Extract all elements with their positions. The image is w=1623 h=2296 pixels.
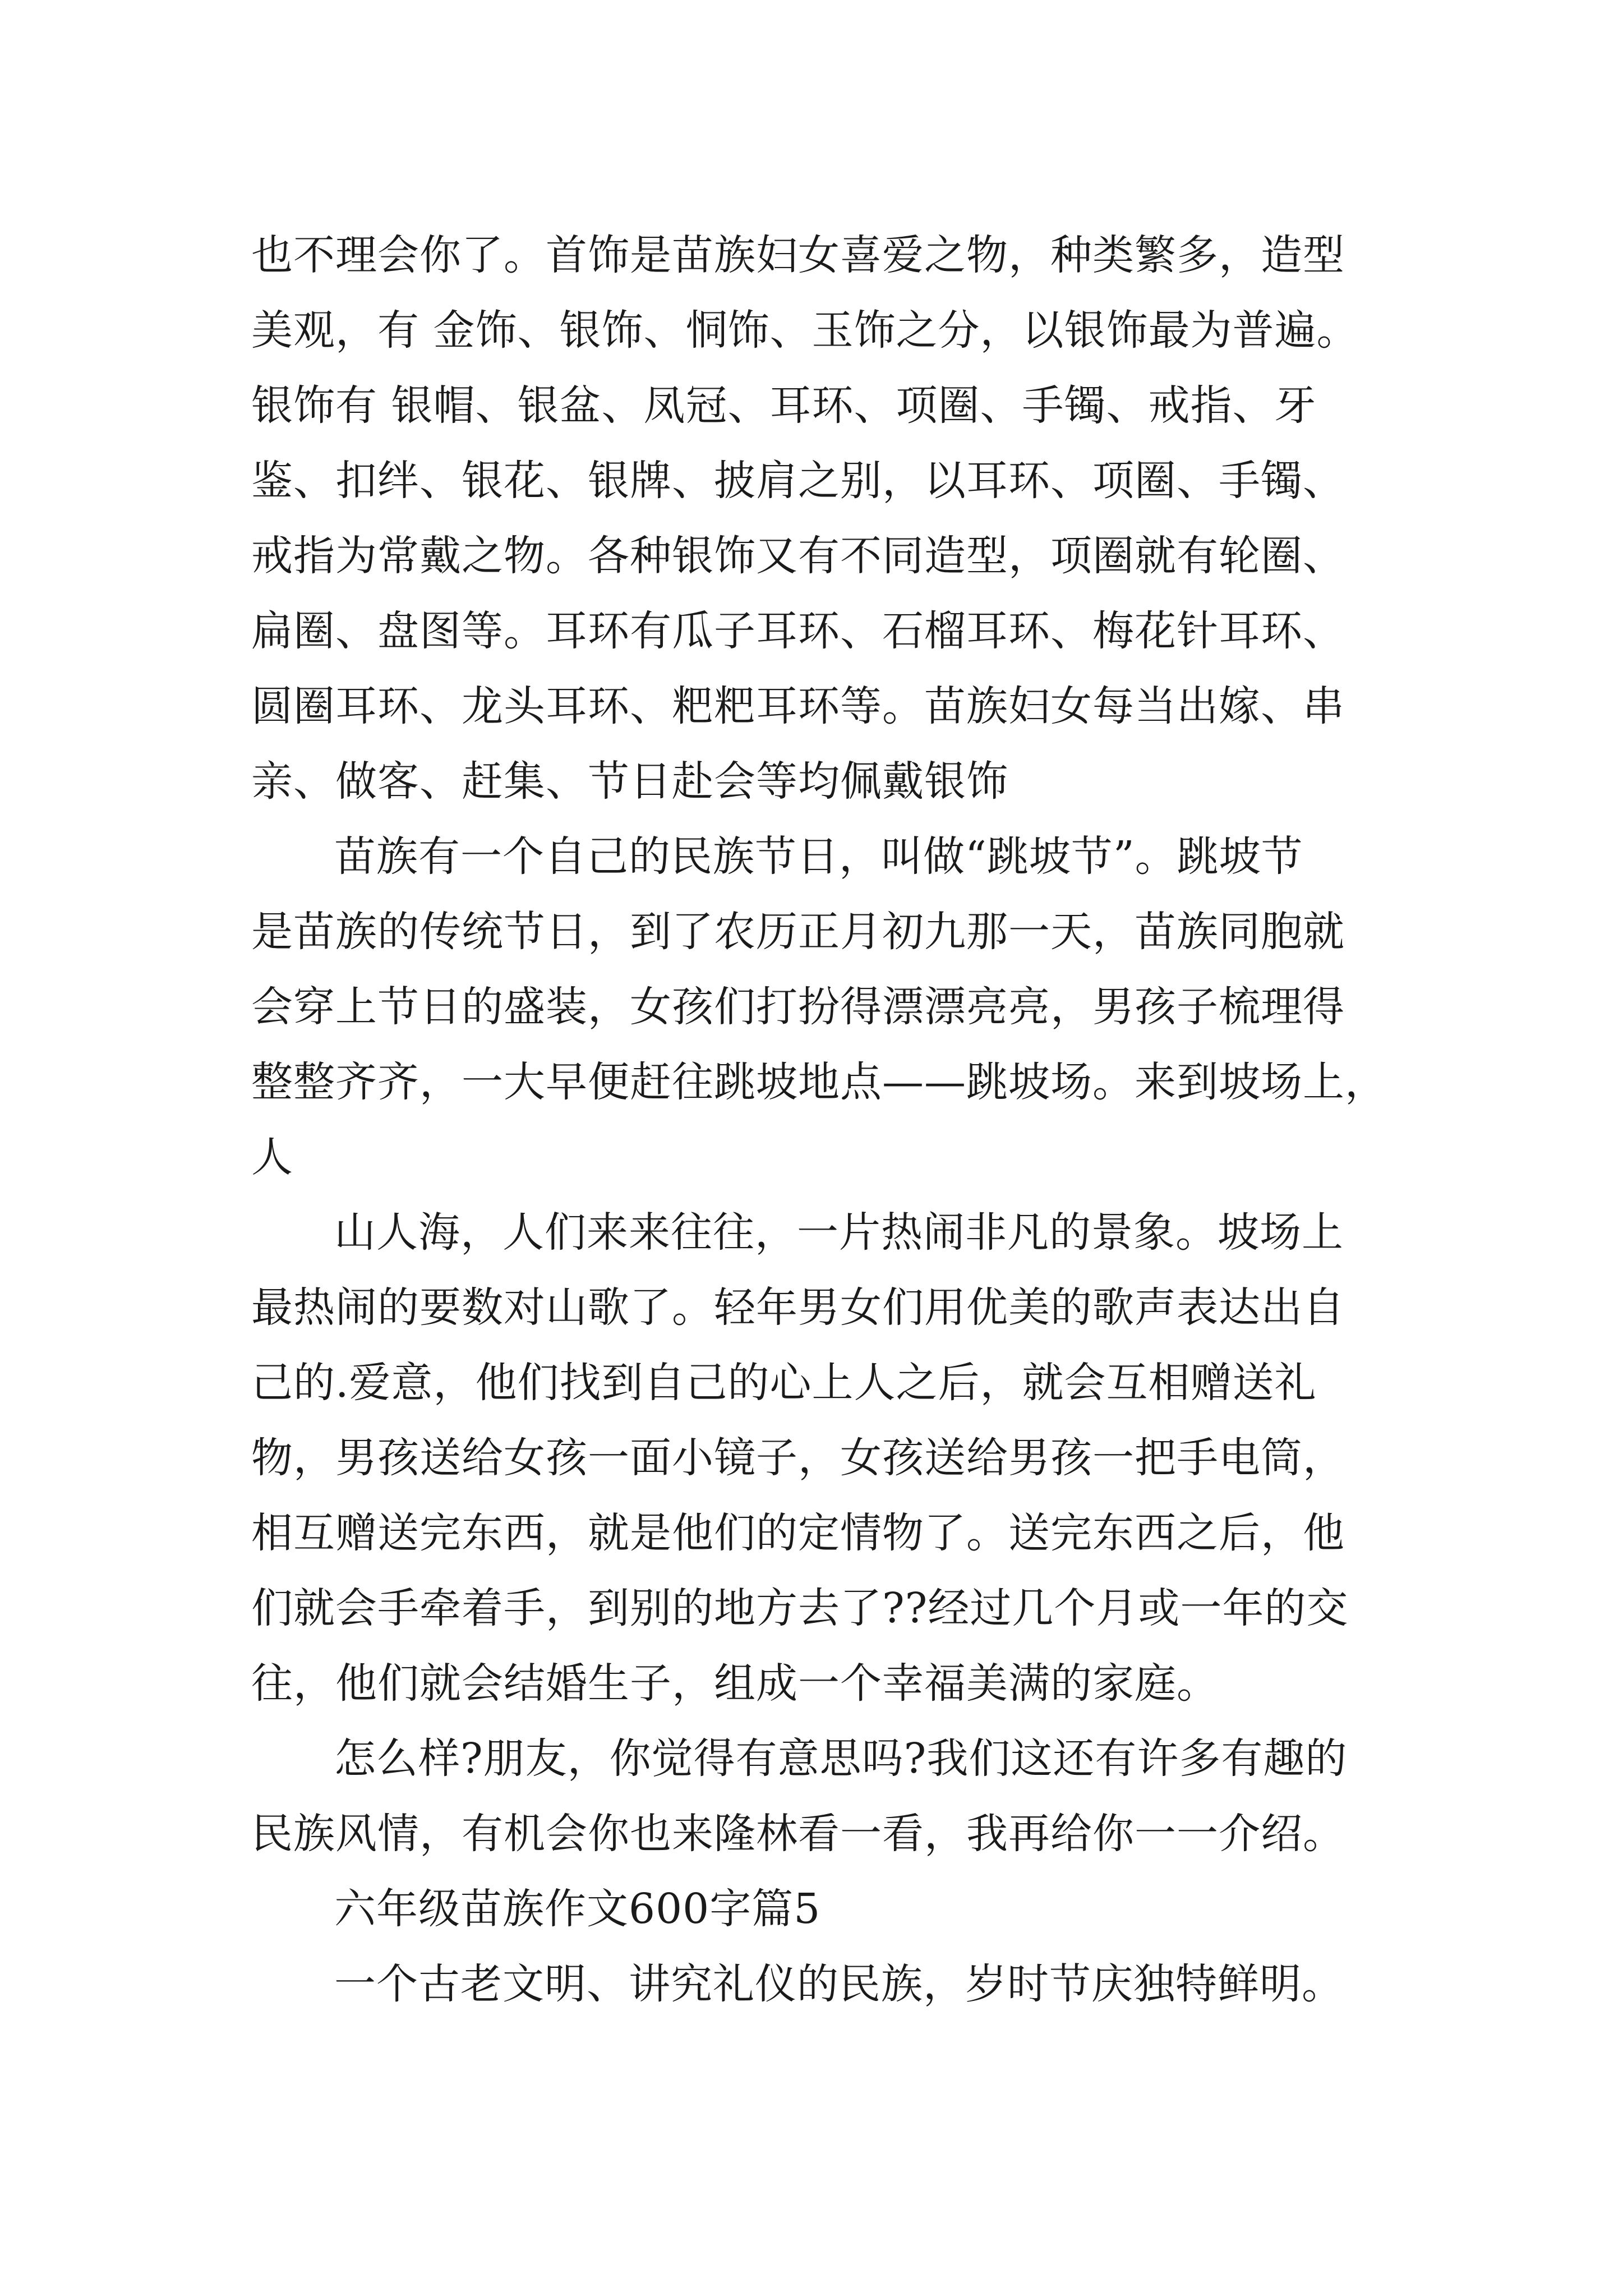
- text-line: 亲、做客、赶集、节日赴会等均佩戴银饰: [251, 757, 1008, 806]
- text-line: 物，男孩送给女孩一面小镜子，女孩送给男孩一把手电筒，: [251, 1434, 1345, 1482]
- text-line: 戒指为常戴之物。各种银饰又有不同造型，项圈就有轮圈、: [251, 532, 1345, 580]
- text-line: 民族风情，有机会你也来隆林看一看，我再给你一一介绍。: [251, 1810, 1345, 1858]
- text-line: 是苗族的传统节日，到了农历正月初九那一天，苗族同胞就: [251, 908, 1345, 956]
- text-line: 美观，有 金饰、银饰、恫饰、玉饰之分，以银饰最为普遍。: [251, 306, 1359, 355]
- text-line: 苗族有一个自己的民族节日，叫做“跳坡节”。跳坡节: [334, 832, 1303, 881]
- text-line: 山人海，人们来来往往，一片热闹非凡的景象。坡场上: [334, 1208, 1344, 1257]
- section-heading: 六年级苗族作文600字篇5: [334, 1885, 821, 1933]
- text-line: 圆圈耳环、龙头耳环、粑粑耳环等。苗族妇女每当出嫁、串: [251, 682, 1345, 730]
- text-line: 相互赠送完东西，就是他们的定情物了。送完东西之后，他: [251, 1509, 1345, 1557]
- text-line: 一个古老文明、讲究礼仪的民族，岁时节庆独特鲜明。: [334, 1960, 1344, 2008]
- text-line: 银饰有 银帽、银盆、凤冠、耳环、项圈、手镯、戒指、牙: [251, 381, 1317, 430]
- text-line: 人: [251, 1133, 293, 1181]
- text-line: 往，他们就会结婚生子，组成一个幸福美满的家庭。: [251, 1659, 1219, 1708]
- text-line: 们就会手牵着手，到别的地方去了??经过几个月或一年的交: [251, 1584, 1349, 1632]
- text-line: 最热闹的要数对山歌了。轻年男女们用优美的歌声表达出自: [251, 1283, 1345, 1332]
- text-line: 扁圈、盘图等。耳环有瓜子耳环、石榴耳环、梅花针耳环、: [251, 607, 1345, 655]
- text-line: 整整齐齐，一大早便赶往跳坡地点——跳坡场。来到坡场上，: [251, 1058, 1387, 1106]
- text-line: 己的.爱意，他们找到自己的心上人之后，就会互相赠送礼: [251, 1359, 1317, 1407]
- text-line: 也不理会你了。首饰是苗族妇女喜爱之物，种类繁多，造型: [251, 231, 1345, 279]
- text-line: 鉴、扣绊、银花、银牌、披肩之别，以耳环、项圈、手镯、: [251, 457, 1345, 505]
- text-line: 会穿上节日的盛装，女孩们打扮得漂漂亮亮，男孩子梳理得: [251, 983, 1345, 1031]
- document-body: [251, 218, 1395, 2022]
- text-line: 怎么样?朋友，你觉得有意思吗?我们这还有许多有趣的: [334, 1734, 1348, 1783]
